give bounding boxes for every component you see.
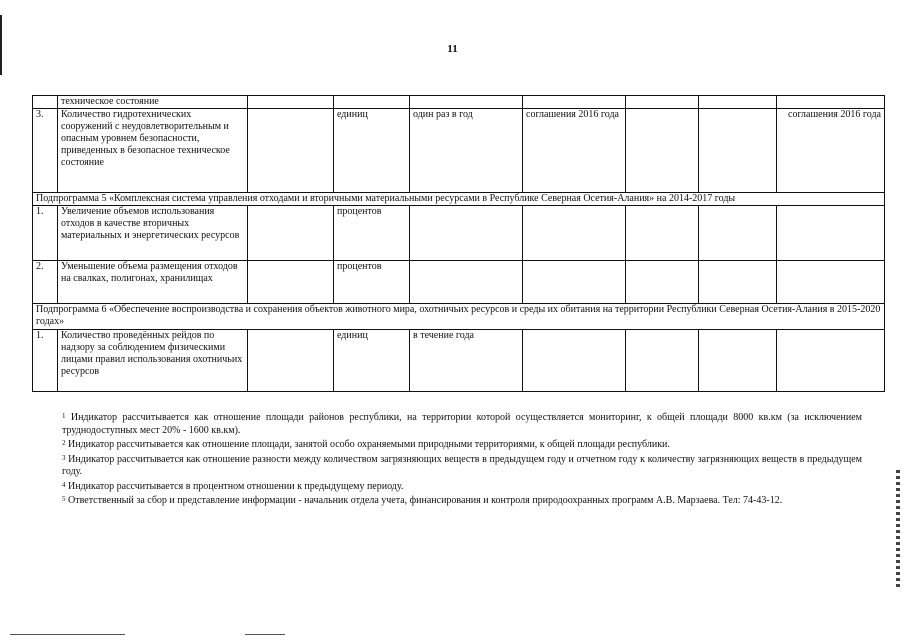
subprogram-title: Подпрограмма 6 «Обеспечение воспроизводства и сохранения объектов животного мира, охотничьих ресурсов и среды их обитания на территории Республики Северная Осетия-Алания в 2015-2020 годах» <box>33 304 885 330</box>
table-cell <box>248 330 334 392</box>
table-cell <box>410 96 523 109</box>
table-cell <box>523 96 626 109</box>
table-cell <box>410 206 523 261</box>
table-cell <box>523 330 626 392</box>
table-cell <box>523 206 626 261</box>
row-number: 2. <box>33 261 58 304</box>
table-cell <box>334 96 410 109</box>
subprogram-row <box>33 304 885 330</box>
table-cell <box>248 261 334 304</box>
indicator-name: Количество проведённых рейдов по надзору за соблюдением физическими лицами правил использования охотничьих ресурсов <box>58 330 248 392</box>
footnote-text: Ответственный за сбор и представление информации - начальник отдела учета, финансирования и контроля природоохранных программ А.В. Марзаева. Тел: 74-43-12. <box>68 495 783 506</box>
table-cell <box>523 261 626 304</box>
footnote-mark: 5 <box>62 495 66 503</box>
indicators-table <box>32 95 885 392</box>
table-cell <box>699 109 777 193</box>
indicator-name: Увеличение объемов использования отходов в качестве вторичных материальных и энергетических ресурсов <box>58 206 248 261</box>
table-cell <box>777 261 885 304</box>
table-cell <box>248 96 334 109</box>
row-number: 1. <box>33 206 58 261</box>
footnote <box>62 495 862 508</box>
unit-cell: единиц <box>334 109 410 193</box>
table-cell <box>33 96 58 109</box>
row-number: 3. <box>33 109 58 193</box>
footnote-mark: 2 <box>62 439 66 447</box>
indicator-name: Количество гидротехнических сооружений с неудовлетворительным и опасным уровнем безопасности, приведенных в безопасное техническое состояние <box>58 109 248 193</box>
table-cell <box>248 206 334 261</box>
scan-artifact-line <box>245 634 285 635</box>
footnote-mark: 1 <box>62 412 66 420</box>
footnote-text: Индикатор рассчитывается как отношение площади районов республики, на территории которой осуществляется мониторинг, к общей площади 8000 кв.км (за исключением труднодоступных мест 20% - 1600 кв.км). <box>62 412 862 436</box>
footnote <box>62 454 862 479</box>
footnote <box>62 412 862 437</box>
table-cell <box>626 261 699 304</box>
footnotes <box>62 412 862 510</box>
source-cell: соглашения 2016 года <box>523 109 626 193</box>
footnote-text: Индикатор рассчитывается как отношение площади, занятой особо охраняемыми природными территориями, к общей площади республики. <box>68 439 670 450</box>
result-cell: соглашения 2016 года <box>777 109 885 193</box>
scan-artifact-line <box>10 634 125 635</box>
scan-edge-mark <box>896 470 900 590</box>
table-cell <box>777 96 885 109</box>
table-cell <box>626 109 699 193</box>
table-cell <box>699 330 777 392</box>
table-cell <box>699 261 777 304</box>
footnote-text: Индикатор рассчитывается в процентном отношении к предыдущему периоду. <box>68 480 404 492</box>
table-cell <box>626 330 699 392</box>
table-row <box>33 261 885 304</box>
table-row <box>33 330 885 392</box>
unit-cell: процентов <box>334 261 410 304</box>
table-cell <box>699 206 777 261</box>
footnote-mark: 4 <box>62 480 66 489</box>
periodicity-cell: один раз в год <box>410 109 523 193</box>
indicator-name: техническое состояние <box>58 96 248 109</box>
row-number: 1. <box>33 330 58 392</box>
footnote <box>62 439 862 452</box>
table-row <box>33 96 885 109</box>
table-cell <box>248 109 334 193</box>
table-cell <box>777 330 885 392</box>
table-cell <box>410 261 523 304</box>
table-row <box>33 206 885 261</box>
table-cell <box>626 96 699 109</box>
footnote-mark: 3 <box>62 453 66 462</box>
table-row <box>33 109 885 193</box>
indicator-name: Уменьшение объема размещения отходов на свалках, полигонах, хранилищах <box>58 261 248 304</box>
unit-cell: процентов <box>334 206 410 261</box>
footnote <box>62 481 862 494</box>
periodicity-cell: в течение года <box>410 330 523 392</box>
unit-cell: единиц <box>334 330 410 392</box>
page-number: 11 <box>447 43 458 55</box>
table-cell <box>699 96 777 109</box>
table-cell <box>626 206 699 261</box>
subprogram-row <box>33 193 885 206</box>
subprogram-title: Подпрограмма 5 «Комплексная система управления отходами и вторичными материальными ресурсами в Республике Северная Осетия-Алания» на 2014-2017 годы <box>33 193 885 206</box>
table-cell <box>777 206 885 261</box>
footnote-text: Индикатор рассчитывается как отношение разности между количеством загрязняющих веществ в предыдущем году и отчетном году к количеству загрязняющих веществ в предыдущем году. <box>62 453 862 477</box>
